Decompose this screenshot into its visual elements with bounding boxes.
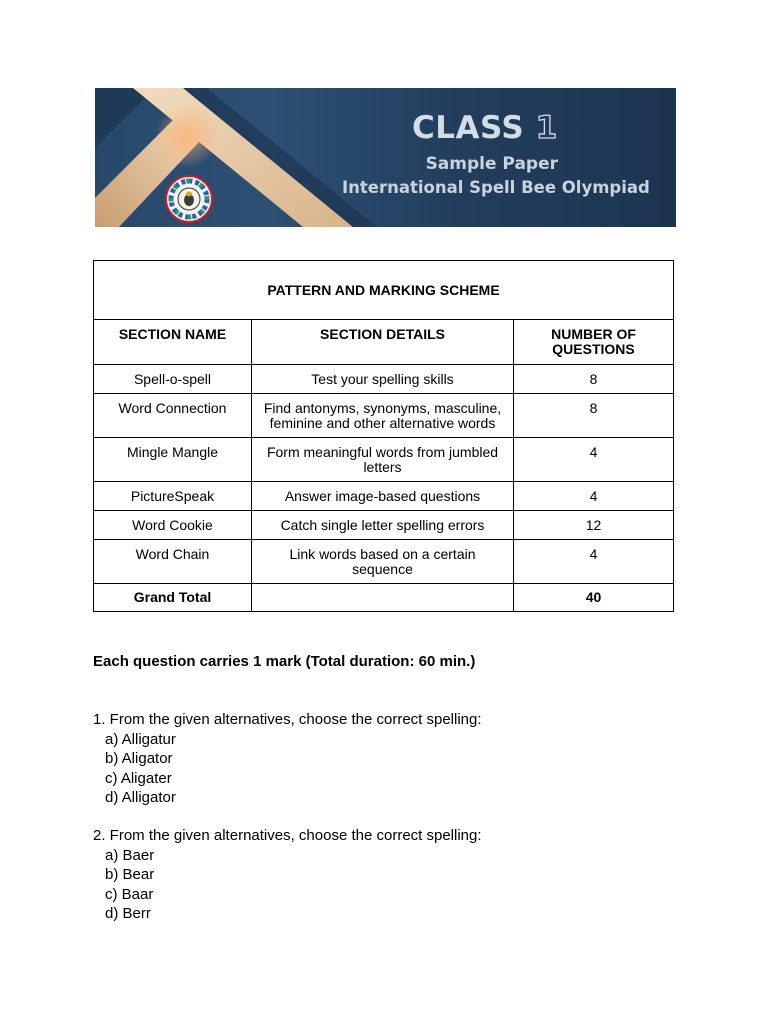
grand-total-empty: [252, 584, 514, 612]
question-count: 12: [514, 511, 674, 540]
question-count: 8: [514, 365, 674, 394]
grand-total-row: [94, 584, 674, 612]
section-name: Spell-o-spell: [94, 365, 252, 394]
class-number: 1: [535, 110, 558, 146]
section-details: Test your spelling skills: [252, 365, 514, 394]
section-details: Find antonyms, synonyms, masculine, feminine and other alternative words: [252, 394, 514, 438]
section-name: Mingle Mangle: [94, 438, 252, 482]
grand-total-value: 40: [514, 584, 674, 612]
question-count: 4: [514, 540, 674, 584]
table-title-row: [94, 261, 674, 320]
class-title: [412, 110, 558, 146]
option-d: d) Alligator: [105, 789, 176, 806]
header-banner: [95, 88, 676, 227]
marking-scheme-table: [93, 260, 674, 612]
question-2: [93, 826, 482, 924]
option-a: a) Alligatur: [105, 730, 176, 748]
olympiad-emblem-icon: [165, 175, 213, 223]
table-row: [94, 394, 674, 438]
table-title: PATTERN AND MARKING SCHEME: [94, 261, 674, 320]
section-name: Word Connection: [94, 394, 252, 438]
table-row: [94, 438, 674, 482]
table-row: [94, 511, 674, 540]
marks-note: Each question carries 1 mark (Total duration: 60 min.): [93, 653, 476, 670]
header-section-name: SECTION NAME: [94, 320, 252, 365]
grand-total-label: Grand Total: [94, 584, 252, 612]
question-count: 4: [514, 438, 674, 482]
section-details: Form meaningful words from jumbled letters: [252, 438, 514, 482]
option-b: b) Aligator: [105, 750, 173, 767]
section-details: Answer image-based questions: [252, 482, 514, 511]
table-row: [94, 365, 674, 394]
section-name: PictureSpeak: [94, 482, 252, 511]
option-b: b) Bear: [105, 866, 155, 883]
option-c: c) Aligater: [105, 769, 172, 787]
question-text: 2. From the given alternatives, choose the correct spelling:: [93, 827, 482, 844]
section-name: Word Chain: [94, 540, 252, 584]
class-word: CLASS: [412, 110, 525, 146]
header-section-details: SECTION DETAILS: [252, 320, 514, 365]
olympiad-name: International Spell Bee Olympiad: [342, 178, 650, 197]
option-d: d) Berr: [105, 905, 151, 922]
table-row: [94, 482, 674, 511]
question-1: [93, 710, 482, 808]
question-text: 1. From the given alternatives, choose the correct spelling:: [93, 711, 482, 728]
section-details: Catch single letter spelling errors: [252, 511, 514, 540]
sample-paper-subtitle: Sample Paper: [425, 154, 558, 174]
question-count: 8: [514, 394, 674, 438]
section-details: Link words based on a certain sequence: [252, 540, 514, 584]
table-row: [94, 540, 674, 584]
option-a: a) Baer: [105, 846, 155, 864]
section-name: Word Cookie: [94, 511, 252, 540]
table-header-row: [94, 320, 674, 365]
option-c: c) Baar: [105, 885, 154, 903]
question-count: 4: [514, 482, 674, 511]
header-number-of-questions: NUMBER OF QUESTIONS: [514, 320, 674, 365]
